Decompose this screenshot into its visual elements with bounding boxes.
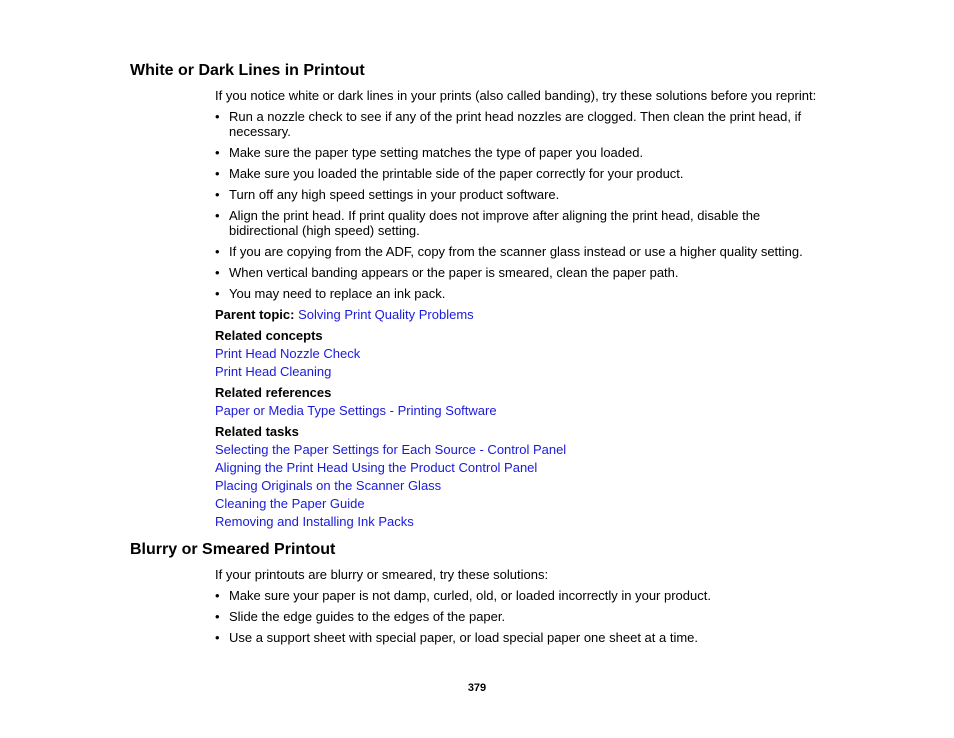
intro-text: If you notice white or dark lines in your prints (also called banding), try these solutions before you reprint: xyxy=(215,88,817,103)
solutions-list xyxy=(215,109,825,301)
related-tasks-list xyxy=(215,442,825,529)
related-concepts-list xyxy=(215,346,825,379)
list-item: • If you are copying from the ADF, copy from the scanner glass instead or use a higher quality setting. xyxy=(215,244,825,259)
related-concepts-heading: Related concepts xyxy=(215,328,323,343)
related-task-link[interactable]: Selecting the Paper Settings for Each Source - Control Panel xyxy=(215,442,567,457)
list-item: • Make sure your paper is not damp, curled, old, or loaded incorrectly in your product. xyxy=(215,588,825,603)
related-task-link[interactable]: Aligning the Print Head Using the Product Control Panel xyxy=(215,460,538,475)
related-task-link[interactable]: Placing Originals on the Scanner Glass xyxy=(215,478,442,493)
related-task-link[interactable]: Removing and Installing Ink Packs xyxy=(215,514,414,529)
related-references-list xyxy=(215,403,825,418)
intro-text: If your printouts are blurry or smeared, try these solutions: xyxy=(215,567,549,582)
section-body-blurry-smeared xyxy=(215,567,825,651)
page-number: 379 xyxy=(467,682,487,694)
list-item: • Turn off any high speed settings in your product software. xyxy=(215,187,825,202)
list-item: • When vertical banding appears or the paper is smeared, clean the paper path. xyxy=(215,265,825,280)
related-references-heading: Related references xyxy=(215,385,332,400)
related-reference-link[interactable]: Paper or Media Type Settings - Printing Software xyxy=(215,403,497,418)
list-item: • Run a nozzle check to see if any of the print head nozzles are clogged. Then clean the print head, if necessary. xyxy=(215,109,825,139)
related-concept-link[interactable]: Print Head Cleaning xyxy=(215,364,332,379)
list-item: • Align the print head. If print quality does not improve after aligning the print head, disable the bidirectional (high speed) setting. xyxy=(215,208,825,238)
list-item: • Make sure you loaded the printable side of the paper correctly for your product. xyxy=(215,166,825,181)
related-task-link[interactable]: Cleaning the Paper Guide xyxy=(215,496,365,511)
section-title-white-dark-lines: White or Dark Lines in Printout xyxy=(130,62,365,79)
list-item: • Use a support sheet with special paper, or load special paper one sheet at a time. xyxy=(215,630,825,645)
parent-topic xyxy=(215,307,825,322)
parent-topic-link[interactable]: Solving Print Quality Problems xyxy=(298,307,474,322)
section-title-blurry-smeared: Blurry or Smeared Printout xyxy=(130,541,336,558)
related-tasks-heading: Related tasks xyxy=(215,424,299,439)
list-item: • Slide the edge guides to the edges of the paper. xyxy=(215,609,825,624)
parent-topic-label: Parent topic: xyxy=(215,307,295,322)
list-item: • You may need to replace an ink pack. xyxy=(215,286,825,301)
list-item: • Make sure the paper type setting matches the type of paper you loaded. xyxy=(215,145,825,160)
section-body-white-dark-lines xyxy=(215,88,825,535)
solutions-list xyxy=(215,588,825,645)
related-concept-link[interactable]: Print Head Nozzle Check xyxy=(215,346,361,361)
